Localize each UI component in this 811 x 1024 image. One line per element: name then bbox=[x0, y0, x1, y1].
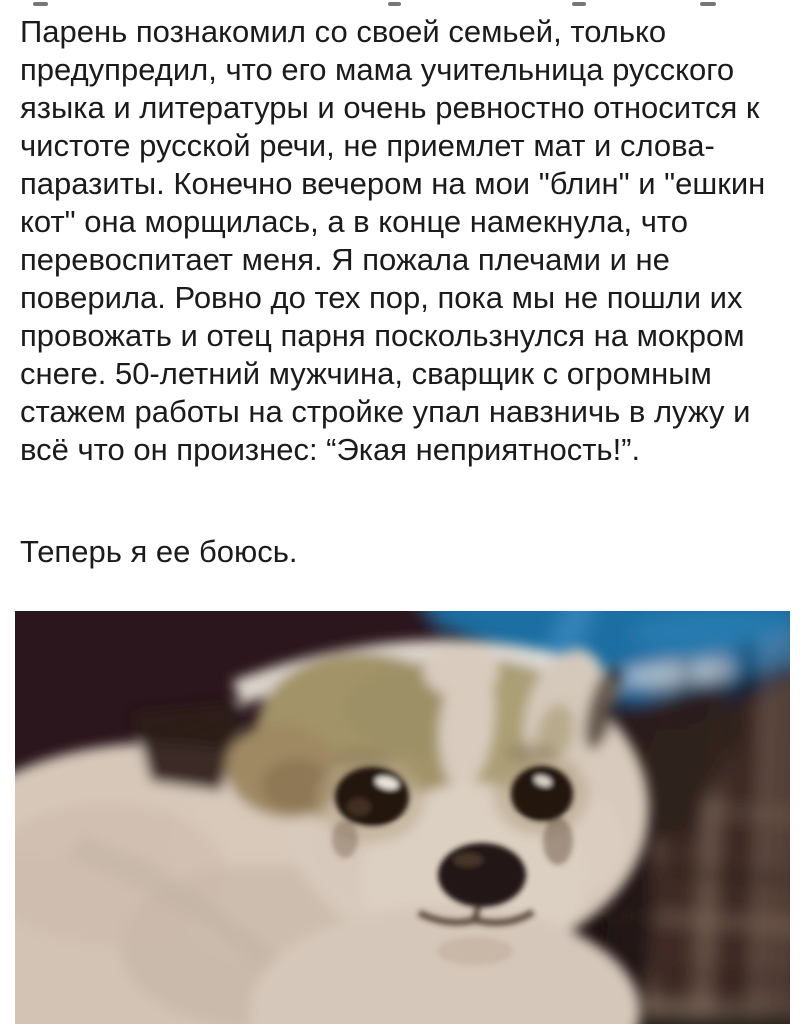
cropped-text-artifact bbox=[33, 2, 48, 6]
dog-photo-canvas bbox=[15, 611, 790, 1024]
nose bbox=[438, 843, 526, 907]
punchline-text: Теперь я ее боюсь. bbox=[20, 534, 298, 569]
story-text: Парень познакомил со своей семьей, только предупредил, что его мама учительница русского языка и литературы и очень ревностно относится к чистоте русской речи, не приемлет мат и слова-паразиты. Конечно вечером на мои "блин" и "ешкин кот" она морщилась, а в конце намекнула, что перевоспитает меня. Я пожала плечами и не поверила. Ровно до тех пор, пока мы не пошли их провожать и отец парня поскользнулся на мокром снеге. 50-летний мужчина, сварщик с огромным стажем работы на стройке упал навзничь в лужу и всё что он произнес: “Экая неприятность!”. bbox=[20, 14, 766, 467]
right-eye bbox=[511, 766, 573, 822]
cropped-text-artifact bbox=[700, 2, 716, 6]
cropped-text-artifact bbox=[572, 2, 586, 6]
cropped-text-artifact bbox=[388, 2, 401, 6]
dog-photo bbox=[15, 611, 790, 1024]
left-eye bbox=[335, 767, 409, 827]
